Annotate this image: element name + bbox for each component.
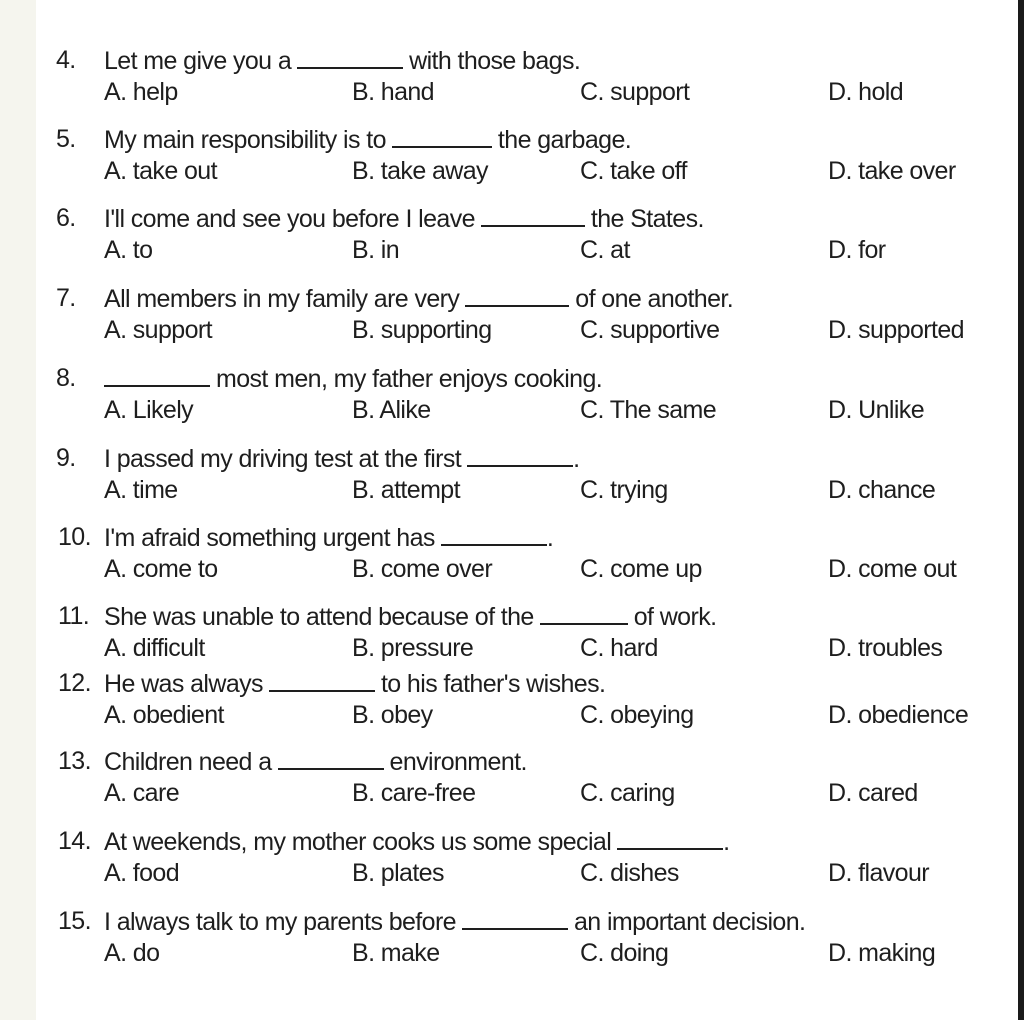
- option-c: C. come up: [580, 555, 702, 583]
- answer-blank: [540, 601, 628, 625]
- question-12: [0, 668, 1010, 740]
- question-13: [0, 746, 1010, 818]
- option-c: C. trying: [580, 476, 668, 504]
- stem-before: Children need a: [104, 748, 272, 776]
- option-b: B. supporting: [352, 316, 492, 344]
- question-stem: [104, 522, 553, 553]
- option-a: A. to: [104, 236, 153, 264]
- answer-blank: [467, 443, 573, 467]
- option-c: C. at: [580, 236, 630, 264]
- stem-after: with those bags.: [409, 47, 581, 75]
- stem-before: She was unable to attend because of the: [104, 603, 534, 631]
- option-c: C. The same: [580, 396, 717, 424]
- option-c: C. hard: [580, 634, 658, 662]
- stem-before: My main responsibility is to: [104, 126, 386, 154]
- stem-before: I always talk to my parents before: [104, 908, 456, 936]
- stem-before: I passed my driving test at the first: [104, 445, 462, 473]
- stem-after: of work.: [633, 603, 717, 631]
- option-b: B. obey: [352, 701, 433, 729]
- stem-after: .: [723, 828, 730, 856]
- option-b: B. come over: [352, 555, 493, 583]
- stem-before: He was always: [104, 670, 263, 698]
- question-number: 9.: [56, 444, 76, 472]
- option-c: C. support: [580, 78, 690, 106]
- question-number: 15.: [58, 907, 91, 935]
- question-number: 13.: [58, 747, 91, 775]
- option-d: D. supported: [828, 316, 964, 344]
- option-b: B. take away: [352, 157, 488, 185]
- answer-blank: [269, 668, 375, 692]
- option-a: A. difficult: [104, 634, 205, 662]
- option-a: A. take out: [104, 157, 217, 185]
- answer-blank: [617, 826, 723, 850]
- option-a: A. time: [104, 476, 178, 504]
- question-number: 12.: [58, 669, 91, 697]
- option-b: B. make: [352, 939, 440, 967]
- question-number: 6.: [56, 204, 76, 232]
- question-15: [0, 906, 1010, 978]
- question-14: [0, 826, 1010, 898]
- page-right-border: [1018, 0, 1024, 1020]
- option-d: D. troubles: [828, 634, 943, 662]
- question-number: 10.: [58, 523, 91, 551]
- option-a: A. Likely: [104, 396, 194, 424]
- question-number: 5.: [56, 125, 76, 153]
- question-stem: [104, 363, 602, 394]
- question-number: 7.: [56, 284, 76, 312]
- option-d: D. Unlike: [828, 396, 925, 424]
- option-d: D. flavour: [828, 859, 929, 887]
- option-a: A. do: [104, 939, 160, 967]
- question-10: [0, 522, 1010, 594]
- question-number: 8.: [56, 364, 76, 392]
- stem-after: an important decision.: [574, 908, 806, 936]
- option-d: D. obedience: [828, 701, 969, 729]
- option-b: B. pressure: [352, 634, 474, 662]
- question-number: 11.: [58, 602, 90, 630]
- question-11: [0, 601, 1010, 673]
- option-b: B. plates: [352, 859, 444, 887]
- option-b: B. attempt: [352, 476, 460, 504]
- question-number: 4.: [56, 46, 76, 74]
- answer-blank: [462, 906, 568, 930]
- stem-after: most men, my father enjoys cooking.: [216, 365, 603, 393]
- option-a: A. support: [104, 316, 212, 344]
- option-d: D. cared: [828, 779, 918, 807]
- answer-blank: [441, 522, 547, 546]
- stem-after: the garbage.: [497, 126, 632, 154]
- option-a: A. help: [104, 78, 178, 106]
- question-8: [0, 363, 1010, 435]
- question-stem: [104, 283, 733, 314]
- option-a: A. care: [104, 779, 179, 807]
- answer-blank: [481, 203, 585, 227]
- option-c: C. supportive: [580, 316, 720, 344]
- answer-blank: [297, 45, 403, 69]
- answer-blank: [465, 283, 569, 307]
- stem-after: .: [546, 524, 554, 552]
- stem-before: At weekends, my mother cooks us some special: [104, 828, 612, 856]
- option-b: B. in: [352, 236, 400, 264]
- question-4: [0, 45, 1010, 117]
- question-stem: [104, 668, 605, 699]
- stem-before: All members in my family are very: [104, 285, 460, 313]
- option-c: C. dishes: [580, 859, 679, 887]
- option-a: A. obedient: [104, 701, 224, 729]
- option-c: C. obeying: [580, 701, 694, 729]
- answer-blank: [278, 746, 384, 770]
- option-c: C. doing: [580, 939, 669, 967]
- option-b: B. Alike: [352, 396, 431, 424]
- question-stem: [104, 124, 631, 155]
- question-5: [0, 124, 1010, 196]
- question-stem: [104, 45, 580, 76]
- option-c: C. caring: [580, 779, 675, 807]
- option-b: B. hand: [352, 78, 434, 106]
- stem-after: .: [573, 445, 580, 473]
- question-stem: [104, 203, 704, 234]
- stem-before: Let me give you a: [104, 47, 292, 75]
- option-d: D. take over: [828, 157, 956, 185]
- question-number: 14.: [58, 827, 91, 855]
- option-d: D. hold: [828, 78, 904, 106]
- question-9: [0, 443, 1010, 515]
- stem-before: I'll come and see you before I leave: [104, 205, 475, 233]
- question-stem: [104, 826, 730, 857]
- option-d: D. making: [828, 939, 936, 967]
- question-stem: [104, 906, 805, 937]
- stem-after: to his father's wishes.: [380, 670, 606, 698]
- option-b: B. care-free: [352, 779, 476, 807]
- question-stem: [104, 746, 527, 777]
- option-d: D. chance: [828, 476, 936, 504]
- question-stem: [104, 601, 716, 632]
- stem-after: the States.: [590, 205, 704, 233]
- option-a: A. food: [104, 859, 180, 887]
- question-7: [0, 283, 1010, 355]
- option-c: C. take off: [580, 157, 687, 185]
- stem-after: environment.: [389, 748, 527, 776]
- option-a: A. come to: [104, 555, 218, 583]
- option-d: D. for: [828, 236, 886, 264]
- option-d: D. come out: [828, 555, 957, 583]
- question-stem: [104, 443, 579, 474]
- question-6: [0, 203, 1010, 275]
- stem-before: I'm afraid something urgent has: [104, 524, 435, 552]
- answer-blank: [104, 363, 210, 387]
- answer-blank: [392, 124, 492, 148]
- stem-after: of one another.: [575, 285, 734, 313]
